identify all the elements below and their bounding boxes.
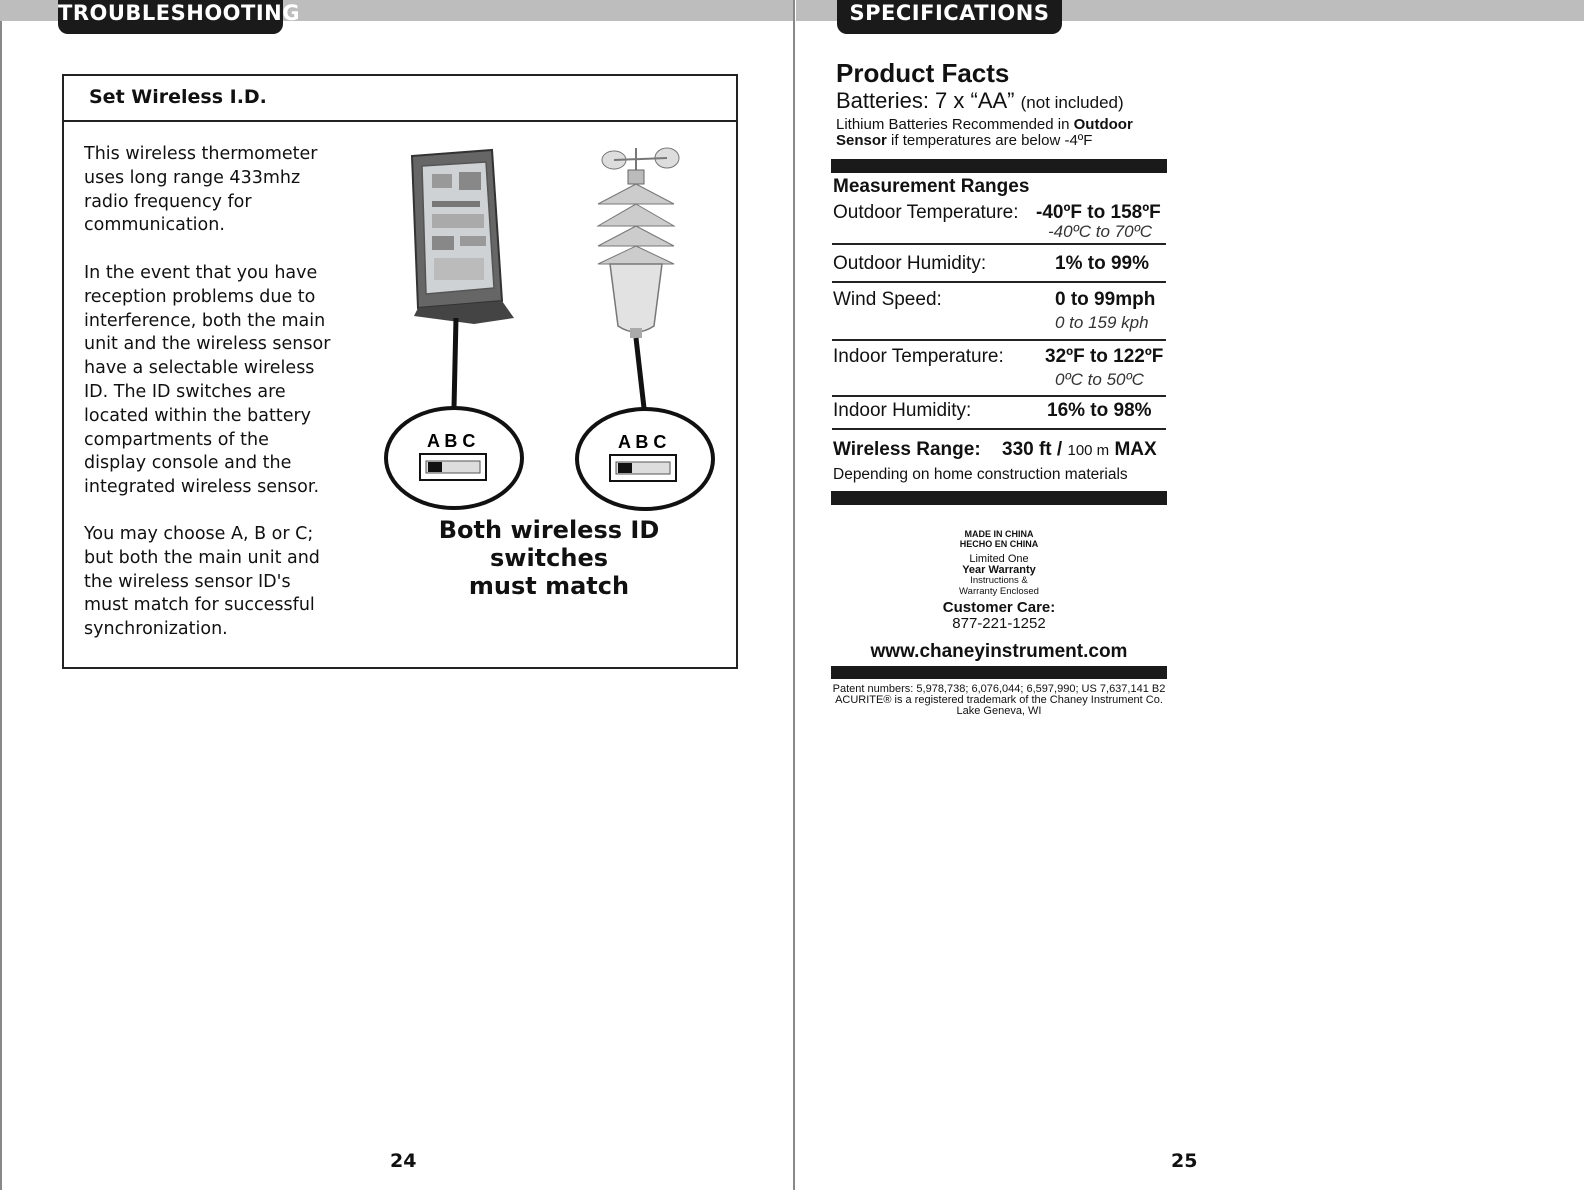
spec-value-outdoor-humidity: 1% to 99% [1055, 253, 1149, 274]
batteries-note: (not included) [1020, 93, 1124, 112]
range-note: Depending on home construction materials [833, 466, 1128, 483]
spec-sub-indoor-temp: 0ºC to 50ºC [1055, 370, 1144, 389]
spec-sub-outdoor-temp: -40ºC to 70ºC [1048, 222, 1153, 241]
spec-label-outdoor-temp: Outdoor Temperature: [833, 202, 1019, 223]
product-facts-title: Product Facts [836, 58, 1010, 88]
trademark-note: ACURITE® is a registered trademark of the Chaney Instrument Co. [835, 694, 1163, 706]
page-edge [0, 0, 2, 1190]
warranty-line-2: Year Warranty [962, 564, 1036, 576]
section-tab-troubleshooting: TROUBLESHOOTING [58, 0, 283, 34]
lithium-bold: Outdoor Sensor [836, 116, 1133, 149]
spec-rule [832, 243, 1166, 245]
switch-label-sensor: A B C [618, 432, 667, 452]
section-tab-specifications: SPECIFICATIONS [837, 0, 1062, 34]
page-spine [793, 0, 795, 1190]
page-number: 24 [390, 1150, 417, 1172]
spec-label-outdoor-humidity: Outdoor Humidity: [833, 253, 987, 274]
spec-sub-wind-speed: 0 to 159 kph [1055, 313, 1149, 332]
lithium-post: if temperatures are below -4ºF [891, 132, 1093, 149]
paragraph-choose: You may choose A, B or C; but both the main unit and the wireless sensor ID's must match for successful synchronization. [84, 524, 320, 640]
page-right [796, 0, 1584, 1190]
wireless-range-label: Wireless Range: [833, 439, 981, 460]
wireless-range-value [1002, 439, 1157, 461]
website-link[interactable]: www.chaneyinstrument.com [870, 641, 1128, 662]
patent-numbers: Patent numbers: 5,978,738; 6,076,044; 6,597,990; US 7,637,141 B2 [832, 683, 1166, 695]
paragraph-frequency: This wireless thermometer uses long range 433mhz radio frequency for communication. [84, 144, 318, 236]
wireless-range-max: MAX [1114, 439, 1157, 460]
company-location: Lake Geneva, WI [956, 705, 1042, 717]
wireless-sensor-image [598, 148, 679, 338]
hecho-en-china: HECHO EN CHINA [959, 539, 1039, 549]
spec-label-indoor-temp: Indoor Temperature: [833, 346, 1004, 367]
batteries-main: Batteries: 7 x “AA” [836, 88, 1015, 113]
box-title: Set Wireless I.D. [89, 86, 267, 108]
lithium-pre: Lithium Batteries Recommended in [836, 116, 1070, 133]
paragraph-interference: In the event that you have reception problems due to interference, both the main unit and the wireless sensor have a selectable wireless ID. The ID switches are located within the battery compartments of the display console and the integrated wireless sensor. [84, 263, 331, 498]
wireless-range-m: 100 m [1067, 442, 1110, 459]
match-notice: Both wireless ID switches must match [438, 516, 660, 600]
warranty-line-1: Limited One [969, 553, 1029, 565]
instructions-line-2: Warranty Enclosed [959, 586, 1039, 597]
made-in-china: MADE IN CHINA [964, 529, 1034, 539]
divider-bar [831, 159, 1167, 173]
lithium-note [836, 117, 1176, 149]
spec-rule [832, 395, 1166, 397]
divider-bar [831, 666, 1167, 679]
spec-label-indoor-humidity: Indoor Humidity: [833, 400, 972, 421]
spec-rule [832, 428, 1166, 430]
measurement-ranges-title: Measurement Ranges [833, 176, 1030, 197]
troubleshooting-box [62, 74, 738, 669]
divider-bar [831, 491, 1167, 505]
instructions-line-1: Instructions & [970, 575, 1028, 586]
box-header [64, 76, 736, 122]
customer-care-phone: 877-221-1252 [952, 615, 1046, 632]
spec-value-indoor-humidity: 16% to 98% [1047, 400, 1152, 421]
batteries-line [836, 88, 1124, 114]
spec-label-wind-speed: Wind Speed: [833, 289, 942, 310]
wireless-range-ft: 330 ft / [1002, 439, 1063, 460]
spec-rule [832, 339, 1166, 341]
spec-rule [832, 281, 1166, 283]
device-illustration [374, 146, 724, 516]
spec-value-indoor-temp: 32ºF to 122ºF [1045, 346, 1164, 367]
spec-value-outdoor-temp: -40ºF to 158ºF [1036, 202, 1161, 223]
spec-value-wind-speed: 0 to 99mph [1055, 289, 1156, 310]
display-console-image [412, 150, 514, 324]
switch-label-console: A B C [427, 431, 476, 451]
customer-care-label: Customer Care: [942, 599, 1056, 616]
page-number: 25 [1171, 1150, 1198, 1172]
